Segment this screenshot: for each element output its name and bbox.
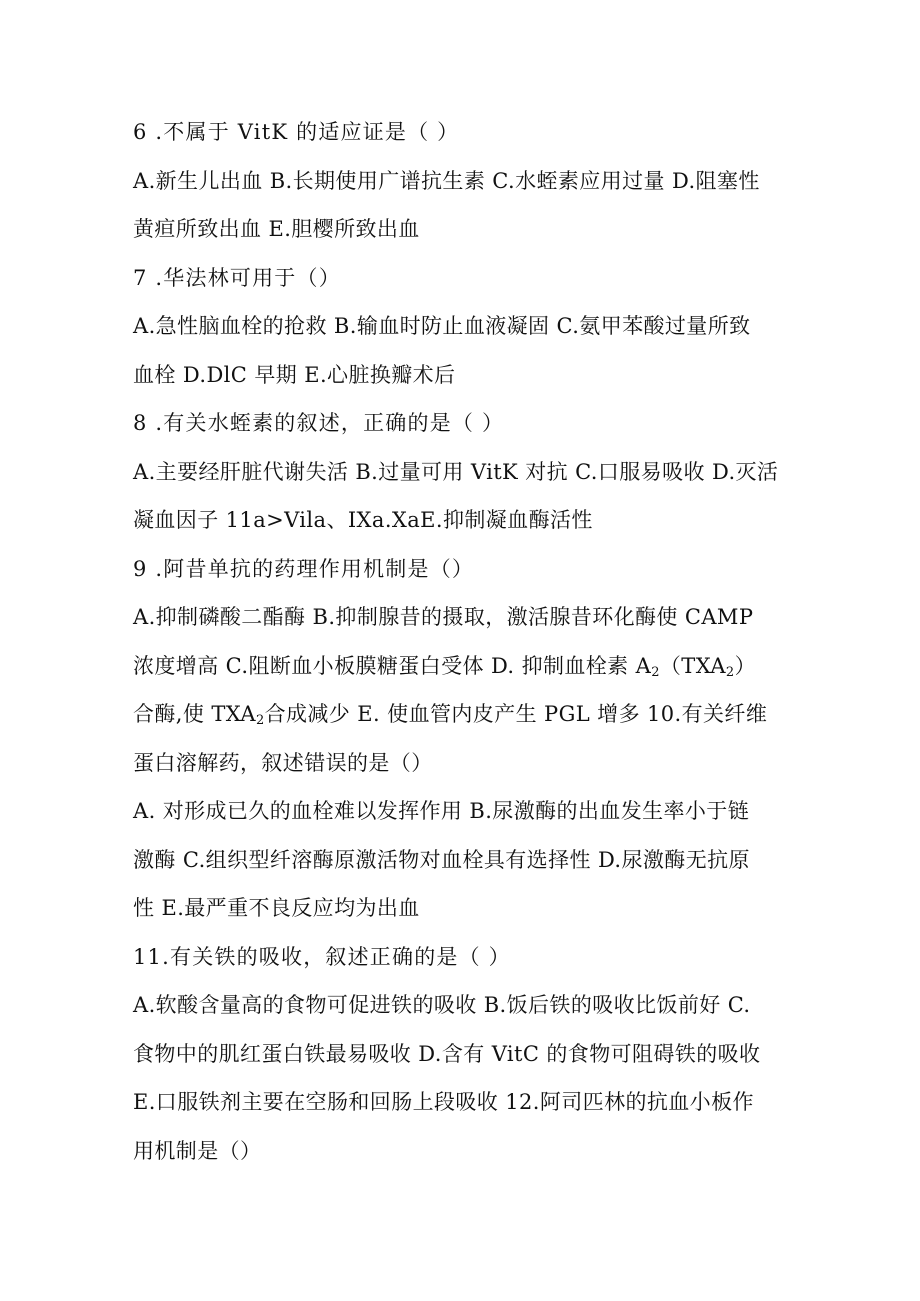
question-11-stem: 11.有关铁的吸收，叙述正确的是（ ） — [133, 944, 511, 969]
subscript: 2 — [725, 664, 735, 680]
question-8-stem: 8 .有关水蛭素的叙述，正确的是（ ） — [133, 411, 505, 435]
question-6-options-line-1: A.新生儿出血 B.长期使用广谱抗生素 C.水蛭素应用过量 D.阻塞性 — [133, 168, 760, 193]
question-9-options-line-2-end: ） — [734, 653, 756, 678]
subscript: 2 — [651, 664, 660, 680]
question-10-options-line-1: A. 对形成已久的血栓难以发挥作用 B.尿激酶的出血发生率小于链 — [133, 799, 750, 823]
question-12-stem-line-2: 用机制是（） — [133, 1138, 262, 1163]
question-9-options-line-2 — [133, 646, 793, 695]
question-8-options-line-1: A.主要经肝脏代谢失活 B.过量可用 VitK 对抗 C.口服易吸收 D.灭活 — [133, 459, 779, 484]
question-9-options-line-3-end: 合成减少 E. 使血管内皮产生 PGL 增多 10.有关纤维 — [264, 702, 768, 726]
question-7-options-line-1: A.急性脑血栓的抢救 B.输血时防止血液凝固 C.氨甲苯酸过量所致 — [133, 314, 751, 338]
question-6-stem: 6 .不属于 VitK 的适应证是（ ） — [133, 120, 460, 144]
question-9-options-line-2-mid: （TXA — [659, 653, 726, 678]
question-7-options-line-2: 血栓 D.DlC 早期 E.心脏换瓣术后 — [133, 362, 456, 387]
subscript: 2 — [255, 713, 265, 728]
question-10-options-line-3: 性 E.最严重不良反应均为出血 — [133, 896, 420, 920]
question-9-options-line-3 — [133, 694, 793, 743]
question-9-options-line-3-text: 合酶,使 TXA — [133, 702, 256, 726]
question-8-options-line-2: 凝血因子 11a>Vila、IXa.XaE.抑制凝血酶活性 — [133, 508, 593, 532]
question-9-stem: 9 .阿昔单抗的药理作用机制是（） — [133, 556, 475, 581]
question-11-options-line-2: 食物中的肌红蛋白铁最易吸收 D.含有 VitC 的食物可阻碍铁的吸收 — [133, 1041, 761, 1066]
question-10-stem-line-2: 蛋白溶解药，叙述错误的是（） — [133, 750, 433, 775]
question-9-options-line-2-text: 浓度增高 C.阻断血小板膜糖蛋白受体 D. 抑制血栓素 A — [133, 653, 652, 678]
question-11-options-line-1: A.软酸含量高的食物可促进铁的吸收 B.饭后铁的吸收比饭前好 C. — [133, 993, 751, 1017]
question-7-stem: 7 .华法林可用于（） — [133, 265, 341, 290]
question-10-options-line-2: 激酶 C.组织型纤溶酶原激活物对血栓具有选择性 D.尿激酶无抗原 — [133, 847, 750, 872]
document-page — [133, 112, 793, 1179]
question-9-options-line-1: A.抑制磷酸二酯酶 B.抑制腺昔的摄取，激活腺昔环化酶使 CAMP — [133, 605, 754, 629]
question-6-options-line-2: 黄疸所致出血 E.胆樱所致出血 — [133, 217, 420, 241]
question-11-options-line-3: E.口服铁剂主要在空肠和回肠上段吸收 12.阿司匹林的抗血小板作 — [133, 1090, 754, 1114]
